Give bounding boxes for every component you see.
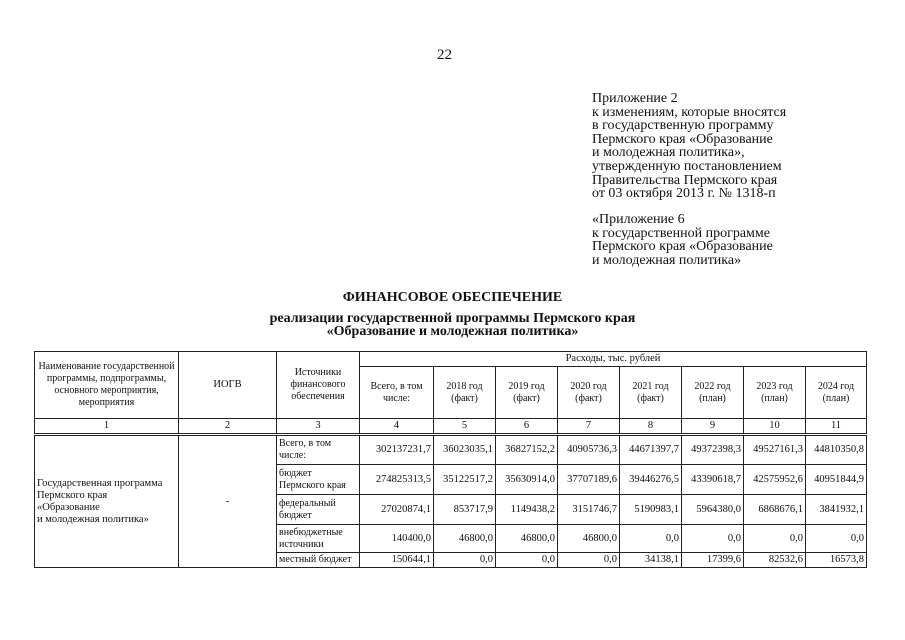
header-expenses-group: Расходы, тыс. рублей (360, 352, 867, 367)
column-number: 7 (558, 419, 620, 435)
value-cell: 35122517,2 (434, 465, 496, 495)
column-number: 8 (620, 419, 682, 435)
column-number: 10 (744, 419, 806, 435)
value-cell: 36827152,2 (496, 435, 558, 465)
value-cell: 0,0 (620, 525, 682, 553)
value-cell: 43390618,7 (682, 465, 744, 495)
column-number: 9 (682, 419, 744, 435)
value-cell: 46800,0 (496, 525, 558, 553)
appendix-block-1 (592, 92, 786, 201)
value-cell: 42575952,6 (744, 465, 806, 495)
appendix-line: от 03 октября 2013 г. № 1318-п (592, 186, 776, 202)
header-sources-column: Источники финансового обеспечения (277, 352, 360, 419)
value-cell: 0,0 (558, 553, 620, 568)
header-year-2023: 2023 год (план) (744, 367, 806, 419)
value-cell: 853717,9 (434, 495, 496, 525)
value-cell: 34138,1 (620, 553, 682, 568)
column-number: 6 (496, 419, 558, 435)
source-cell: местный бюджет (277, 553, 360, 568)
column-number: 3 (277, 419, 360, 435)
subtitle-line-1: реализации государственной программы Пермского края (269, 311, 636, 326)
appendix-block-2 (592, 213, 773, 267)
header-year-2019: 2019 год (факт) (496, 367, 558, 419)
source-cell: федеральный бюджет (277, 495, 360, 525)
value-cell: 5964380,0 (682, 495, 744, 525)
value-cell: 37707189,6 (558, 465, 620, 495)
page-number: 22 (437, 47, 452, 63)
value-cell: 6868676,1 (744, 495, 806, 525)
value-cell: 17399,6 (682, 553, 744, 568)
appendix-line: в государственную программу (592, 118, 774, 134)
value-cell: 0,0 (744, 525, 806, 553)
document-subtitle (0, 312, 905, 338)
value-cell: 46800,0 (434, 525, 496, 553)
column-number: 2 (179, 419, 277, 435)
header-year-2018: 2018 год (факт) (434, 367, 496, 419)
value-cell: 0,0 (496, 553, 558, 568)
value-cell: 150644,1 (360, 553, 434, 568)
header-year-2022: 2022 год (план) (682, 367, 744, 419)
value-cell: 140400,0 (360, 525, 434, 553)
column-number: 5 (434, 419, 496, 435)
value-cell: 36023035,1 (434, 435, 496, 465)
program-name-line: «Образование (37, 501, 100, 513)
appendix-line: к изменениям, которые вносятся (592, 104, 787, 120)
appendix-line: «Приложение 6 (592, 212, 685, 227)
header-year-2020: 2020 год (факт) (558, 367, 620, 419)
appendix-line: и молодежная политика» (592, 252, 742, 268)
appendix-line: к государственной программе (592, 225, 770, 241)
program-name-line: Государственная программа (37, 477, 163, 489)
value-cell: 49372398,3 (682, 435, 744, 465)
source-cell: бюджет Пермского края (277, 465, 360, 495)
value-cell: 0,0 (806, 525, 867, 553)
program-name-line: Пермского края (37, 489, 108, 501)
financing-table (34, 351, 867, 568)
column-number: 4 (360, 419, 434, 435)
header-year-2024: 2024 год (план) (806, 367, 867, 419)
value-cell: 46800,0 (558, 525, 620, 553)
program-name-cell (35, 435, 179, 568)
source-cell: Всего, в том числе: (277, 435, 360, 465)
value-cell: 274825313,5 (360, 465, 434, 495)
iogv-cell: - (179, 435, 277, 568)
value-cell: 5190983,1 (620, 495, 682, 525)
value-cell: 39446276,5 (620, 465, 682, 495)
value-cell: 0,0 (434, 553, 496, 568)
value-cell: 0,0 (682, 525, 744, 553)
value-cell: 16573,8 (806, 553, 867, 568)
value-cell: 40905736,3 (558, 435, 620, 465)
appendix-line: Пермского края «Образование (592, 131, 773, 147)
value-cell: 3151746,7 (558, 495, 620, 525)
header-iogv-column: ИОГВ (179, 352, 277, 419)
value-cell: 3841932,1 (806, 495, 867, 525)
header-total: Всего, в том числе: (360, 367, 434, 419)
value-cell: 44671397,7 (620, 435, 682, 465)
column-number: 11 (806, 419, 867, 435)
column-number: 1 (35, 419, 179, 435)
value-cell: 44810350,8 (806, 435, 867, 465)
appendix-line: Правительства Пермского края (592, 172, 778, 188)
subtitle-line-2: «Образование и молодежная политика» (326, 324, 579, 339)
header-year-2021: 2021 год (факт) (620, 367, 682, 419)
column-number-row (35, 419, 867, 435)
document-title: ФИНАНСОВОЕ ОБЕСПЕЧЕНИЕ (342, 290, 563, 305)
value-cell: 27020874,1 (360, 495, 434, 525)
value-cell: 40951844,9 (806, 465, 867, 495)
appendix-line: и молодежная политика», (592, 145, 745, 161)
value-cell: 82532,6 (744, 553, 806, 568)
header-name-column: Наименование государственной программы, подпрограммы, основного мероприятия, мероприятия (35, 352, 179, 419)
appendix-line: Пермского края «Образование (592, 239, 773, 255)
value-cell: 302137231,7 (360, 435, 434, 465)
value-cell: 35630914,0 (496, 465, 558, 495)
program-name-line: и молодежная политика» (37, 513, 149, 525)
value-cell: 1149438,2 (496, 495, 558, 525)
appendix-line: Приложение 2 (592, 91, 678, 106)
source-cell: внебюджетные источники (277, 525, 360, 553)
appendix-line: утвержденную постановлением (592, 158, 782, 174)
table-row (35, 435, 867, 465)
value-cell: 49527161,3 (744, 435, 806, 465)
